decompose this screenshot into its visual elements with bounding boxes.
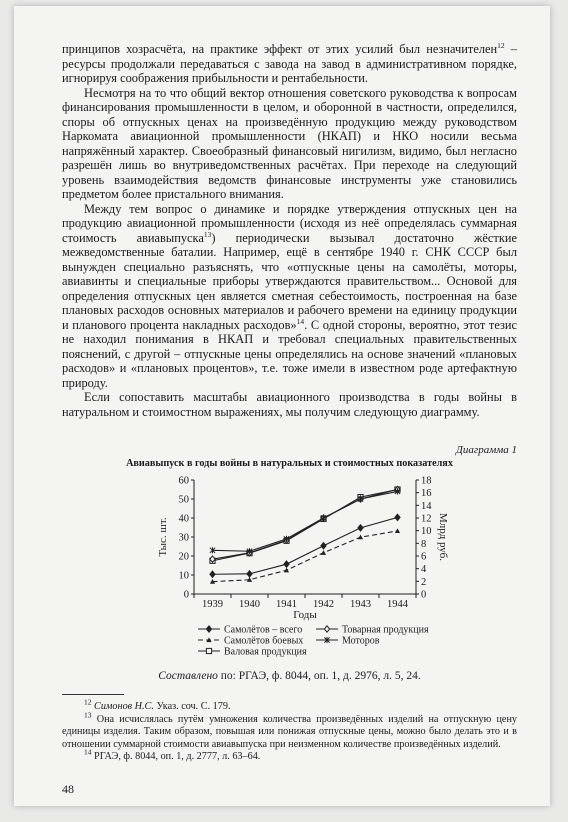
legend-marker xyxy=(324,626,329,632)
data-point xyxy=(395,528,400,533)
y-tick-label-left: 20 xyxy=(178,551,189,563)
y-tick-label-left: 60 xyxy=(178,475,189,487)
paragraph-1 xyxy=(62,42,517,86)
footnote-ref-14: 14 xyxy=(296,316,305,326)
y-tick-label-right: 16 xyxy=(421,488,432,500)
legend-marker xyxy=(206,626,211,632)
footnote-number: 13 xyxy=(84,710,92,720)
x-tick-label: 1940 xyxy=(239,599,260,610)
x-tick-label: 1939 xyxy=(202,599,223,610)
source-text: по: РГАЭ, ф. 8044, оп. 1, д. 2976, л. 5, 24. xyxy=(217,670,421,682)
series-line-4 xyxy=(213,491,398,551)
data-point xyxy=(247,571,252,577)
data-point xyxy=(321,550,326,555)
line-chart xyxy=(14,468,550,668)
diagram-label: Диаграмма 1 xyxy=(455,444,517,456)
y-tick-label-left: 40 xyxy=(178,513,189,525)
footnote-number: 14 xyxy=(84,747,92,757)
legend-marker xyxy=(206,648,211,653)
x-axis-title: Годы xyxy=(293,609,317,621)
data-point xyxy=(210,571,215,577)
footnote-rule xyxy=(62,694,124,695)
y-tick-label-left: 0 xyxy=(183,589,189,601)
book-page xyxy=(14,6,550,806)
footnote-author: Симонов Н.С. xyxy=(94,701,154,712)
source-label: Составлено xyxy=(158,670,218,682)
y-axis-title-left: Тыс. шт. xyxy=(157,517,169,557)
paragraph-3-text-end: . С одной стороны, вероятно, этот тезис не находил понимания в НКАП и требовал специальных правительственных пояснений, с другой – отпускные цены определялись на основе значений «плановых расходов» и «плановых процентов», т.е. тоже имели в известном роде артефактную природу. xyxy=(62,317,518,390)
y-tick-label-right: 0 xyxy=(421,589,427,601)
footnote-ref-13: 13 xyxy=(203,229,212,239)
series-line-0 xyxy=(213,517,398,574)
y-axis-title-right: Млрд руб. xyxy=(437,512,449,562)
series-line-3 xyxy=(213,490,398,560)
data-point xyxy=(321,543,326,549)
y-tick-label-right: 8 xyxy=(421,538,427,550)
legend-label: Товарная продукция xyxy=(342,624,429,636)
y-tick-label-right: 6 xyxy=(421,551,427,563)
page-number: 48 xyxy=(62,782,74,796)
chart-title: Авиавыпуск в годы войны в натуральных и стоимостных показателях xyxy=(126,458,453,469)
legend-label: Моторов xyxy=(342,635,380,647)
legend-label: Валовая продукция xyxy=(224,646,307,658)
y-tick-label-right: 10 xyxy=(421,526,432,538)
data-point xyxy=(284,568,289,573)
legend-label: Самолётов – всего xyxy=(224,624,303,636)
footnote-number: 12 xyxy=(84,697,92,707)
paragraph-3-text: Между тем вопрос о динамике и порядке утверждения отпускных цен на продукцию авиационной промышленности (исходя из неё определялась суммарная стоимость авиавыпуска xyxy=(62,201,517,245)
y-tick-label-left: 10 xyxy=(178,570,189,582)
legend-label: Самолётов боевых xyxy=(224,635,304,647)
paragraph-1-text-cont: – ресурсы продолжали передаваться с завода на завод в административном порядке, игнорируя соображения прибыльности и рентабельности. xyxy=(62,42,517,85)
footnote-text: Она исчислялась путём умножения количества произведённых изделий на отпускную цену единицы изделия. Таким образом, повышая или понижая отпускные цены, можно было делать это и в отношении суммарной стоимости авиавыпуска при неизменном количестве произведённых изделий. xyxy=(62,713,517,750)
data-point xyxy=(395,514,400,520)
footnote-text: РГАЭ, ф. 8044, оп. 1, д. 2777, л. 63–64. xyxy=(91,751,261,762)
y-tick-label-right: 2 xyxy=(421,576,427,588)
x-tick-label: 1944 xyxy=(387,599,408,610)
footnote-14 xyxy=(62,747,517,764)
y-tick-label-right: 4 xyxy=(421,564,427,576)
paragraph-3-text-cont: ) периодически вызывал достаточно жёсткие межведомственные баталии. Например, ещё в сентябре 1940 г. СНК СССР был вынужден специально разъяснять, что «отпускные цены на самолёты, моторы, авиавинты и специальные приборы утверждаются правительством... Основой для определения отпускных цен является сметная себестоимость, построенная на базе плановых расходов основных материалов и рабочего времени на единицу продукции и планового процента накладных расходов» xyxy=(62,230,517,332)
data-point xyxy=(284,561,289,567)
chart-source xyxy=(62,670,517,682)
footnote-13 xyxy=(62,710,517,752)
data-point xyxy=(358,525,363,531)
x-tick-label: 1943 xyxy=(350,599,371,610)
paragraph-2: Несмотря на то что общий вектор отношения советского руководства к вопросам финансирования промышленности в целом, и оборонной в частности, определился, споры об отпускных ценах на произведённую продукцию между руководством Наркомата авиационной промышленности (НКАП) и НКО носили весьма напряжённый характер. Своеобразный финансовый нигилизм, видимо, был негласно разрешён лишь во внутриведомственных расчётах. При переходе на следующий уровень взаимодействия ведомств финансовые инструменты уже становились предметом более пристального внимания. xyxy=(62,85,517,201)
body-text xyxy=(62,42,517,419)
y-tick-label-left: 50 xyxy=(178,494,189,506)
y-tick-label-right: 14 xyxy=(421,500,432,512)
x-tick-label: 1941 xyxy=(276,599,297,610)
footnote-text: Указ. соч. С. 179. xyxy=(153,701,231,712)
x-tick-label: 1942 xyxy=(313,599,334,610)
y-tick-label-right: 12 xyxy=(421,513,432,525)
footnote-ref-12: 12 xyxy=(497,40,505,50)
data-point xyxy=(358,535,363,540)
paragraph-4: Если сопоставить масштабы авиационного производства в годы войны в натуральном и стоимостном выражениях, мы получим следующую диаграмму. xyxy=(62,390,517,419)
paragraph-1-text: принципов хозрасчёта, на практике эффект от этих усилий был незначителен xyxy=(62,42,498,56)
paragraph-3 xyxy=(62,202,517,391)
y-tick-label-left: 30 xyxy=(178,532,189,544)
y-tick-label-right: 18 xyxy=(421,475,432,487)
footnote-12 xyxy=(62,697,517,714)
footnotes xyxy=(62,697,517,764)
